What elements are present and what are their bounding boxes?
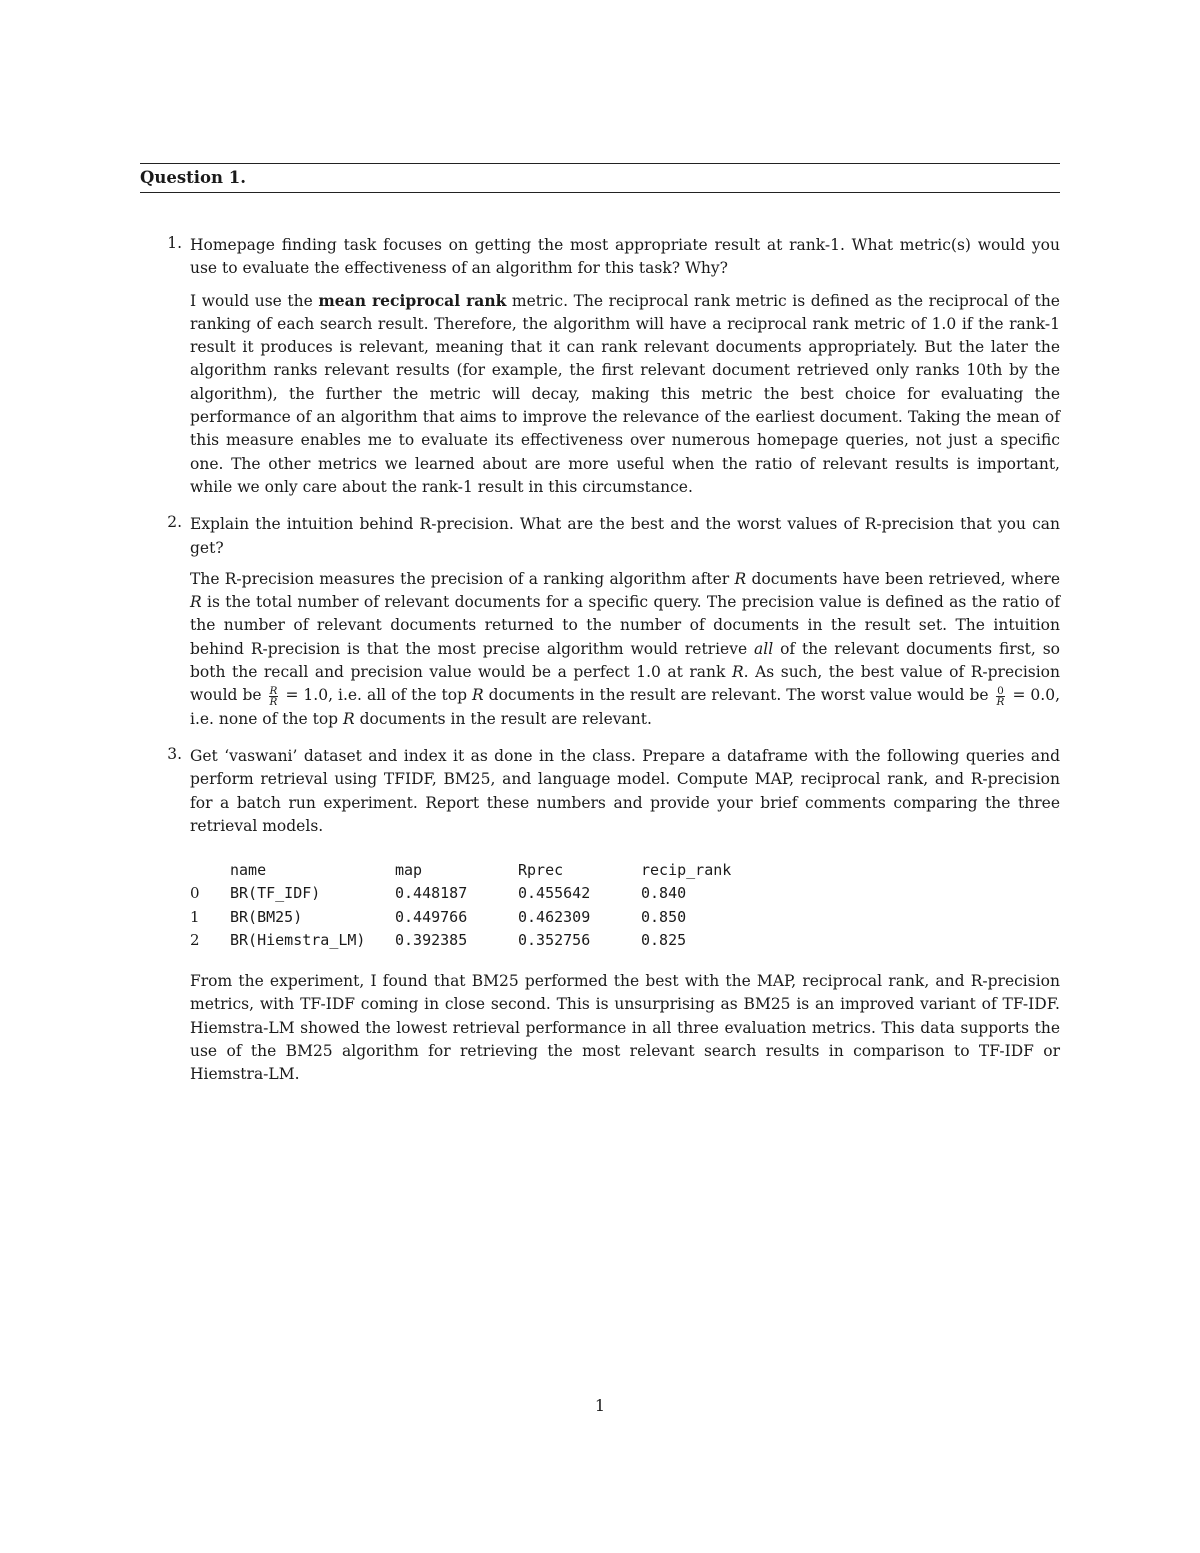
table-row [190,905,781,929]
answer-text: of the relevant documents first, so both the recall and precision value would be a perfect 1.0 at rank [190,639,1060,682]
item-body [190,745,1060,1087]
item-answer [190,568,1060,731]
table-cell: 0.850 [641,907,687,926]
item-comment: From the experiment, I found that BM25 performed the best with the MAP, reciprocal rank, and R-precision metrics, with TF-IDF coming in close second. This is unsurprising as BM25 is an improved variant of TF-IDF. Hiemstra-LM showed the lowest retrieval performance in all three evaluation metrics. This data supports the use of the BM25 algorithm for retrieving the most relevant search results in comparison to TF-IDF or Hiemstra-LM. [190,972,1060,1084]
heading-rule-bottom [140,192,1060,193]
question-item-1 [140,234,1060,499]
answer-text: metric. The reciprocal rank metric is defined as the reciprocal of the ranking of each search result. Therefore, the algorithm will have a reciprocal rank metric of 1.0 if the rank-1 result it produces is relevant, meaning that it can rank relevant documents appropriately. But the later the algorithm ranks relevant results (for example, the first relevant document retrieved only ranks 10th by the algorithm), the further the metric will decay, making this metric the best choice for evaluating the performance of an algorithm that aims to improve the relevance of the earliest document. Taking the mean of this measure enables me to evaluate its effectiveness over numerous homepage queries, not just a specific one. The other metrics we learned about are more useful when the ratio of relevant results is important, while we only care about the rank-1 result in this circumstance. [190,291,1060,496]
question-item-3 [140,745,1060,1087]
table-cell: 0.448187 [395,884,468,903]
answer-bold-term: mean reciprocal rank [318,290,507,310]
item-number: 2. [167,513,182,532]
math-r: R [734,569,747,588]
table-header-cell: name [230,860,267,879]
table-row [190,882,781,906]
math-r: R [731,663,744,682]
fraction-r-over-r: $\frac{R}{R}$ [269,684,278,708]
table-cell: 2 [190,931,200,950]
question-list [140,234,1060,1101]
table-cell: 0.352756 [518,931,591,950]
fraction-zero-over-r: $\frac{0}{R}$ [996,684,1005,708]
item-number: 1. [167,234,182,252]
item-prompt: Homepage finding task focuses on getting the most appropriate result at rank-1. What metric(s) would you use to evaluate the effectiveness of an algorithm for this task? Why? [190,236,1060,278]
answer-text: I would use the [190,291,319,310]
answer-text: . As such, the best value of R-precision would be [190,663,1060,705]
math-r: R [343,709,355,728]
table-cell: 0.462309 [518,907,591,926]
table-header-cell: recip_rank [641,860,732,879]
item-prompt: Get ‘vaswani’ dataset and index it as done in the class. Prepare a dataframe with the following queries and perform retrieval using TFIDF, BM25, and language model. Compute MAP, reciprocal rank, and R-precision for a batch run experiment. Report these numbers and provide your brief comments comparing the three retrieval models. [190,746,1060,835]
item-body [190,513,1060,731]
answer-text: documents have been retrieved, where [746,569,1060,588]
answer-text: The R-precision measures the precision of a ranking algorithm after [190,569,735,588]
answer-text: = 1.0, i.e. all of the top [280,686,472,705]
table-cell: 0 [190,884,200,903]
table-header-cell: map [395,860,423,879]
table-header-row [190,858,781,882]
item-number: 3. [167,744,182,763]
table-cell: 0.455642 [518,884,591,903]
table-cell: 1 [190,907,200,926]
answer-text: documents in the result are relevant. The worst value would be [483,686,994,705]
table-row [190,929,781,953]
table-cell: 0.825 [641,931,687,950]
table-header-cell: Rprec [518,860,564,879]
answer-text: documents in the result are relevant. [354,709,652,728]
table-cell: 0.449766 [395,907,468,926]
math-r: R [472,686,484,705]
item-answer [190,289,1060,500]
table-cell: 0.840 [641,884,687,903]
answer-text: is the total number of relevant documents for a specific query. The precision value is defined as the ratio of the number of relevant documents returned to the number of documents in the result set. The intuition behind R-precision is that the most precise algorithm would retrieve [190,593,1060,658]
item-prompt: Explain the intuition behind R-precision. What are the best and the worst values of R-precision that you can get? [190,515,1060,557]
table-cell: BR(BM25) [230,907,303,926]
question-heading: Question 1. [140,168,247,187]
table-cell: BR(TF_IDF) [230,884,321,903]
math-r: R [190,593,202,612]
answer-text: = 0.0, i.e. none of the top [190,686,1060,728]
emphasis-all: all [754,639,774,658]
page-number: 1 [594,1396,606,1415]
table-cell: 0.392385 [395,931,468,950]
results-table [190,858,781,952]
item-body [190,234,1060,499]
table-cell: BR(Hiemstra_LM) [230,931,366,950]
question-item-2 [140,513,1060,731]
table-header-cell [190,858,230,882]
heading-rule-top [140,163,1060,164]
